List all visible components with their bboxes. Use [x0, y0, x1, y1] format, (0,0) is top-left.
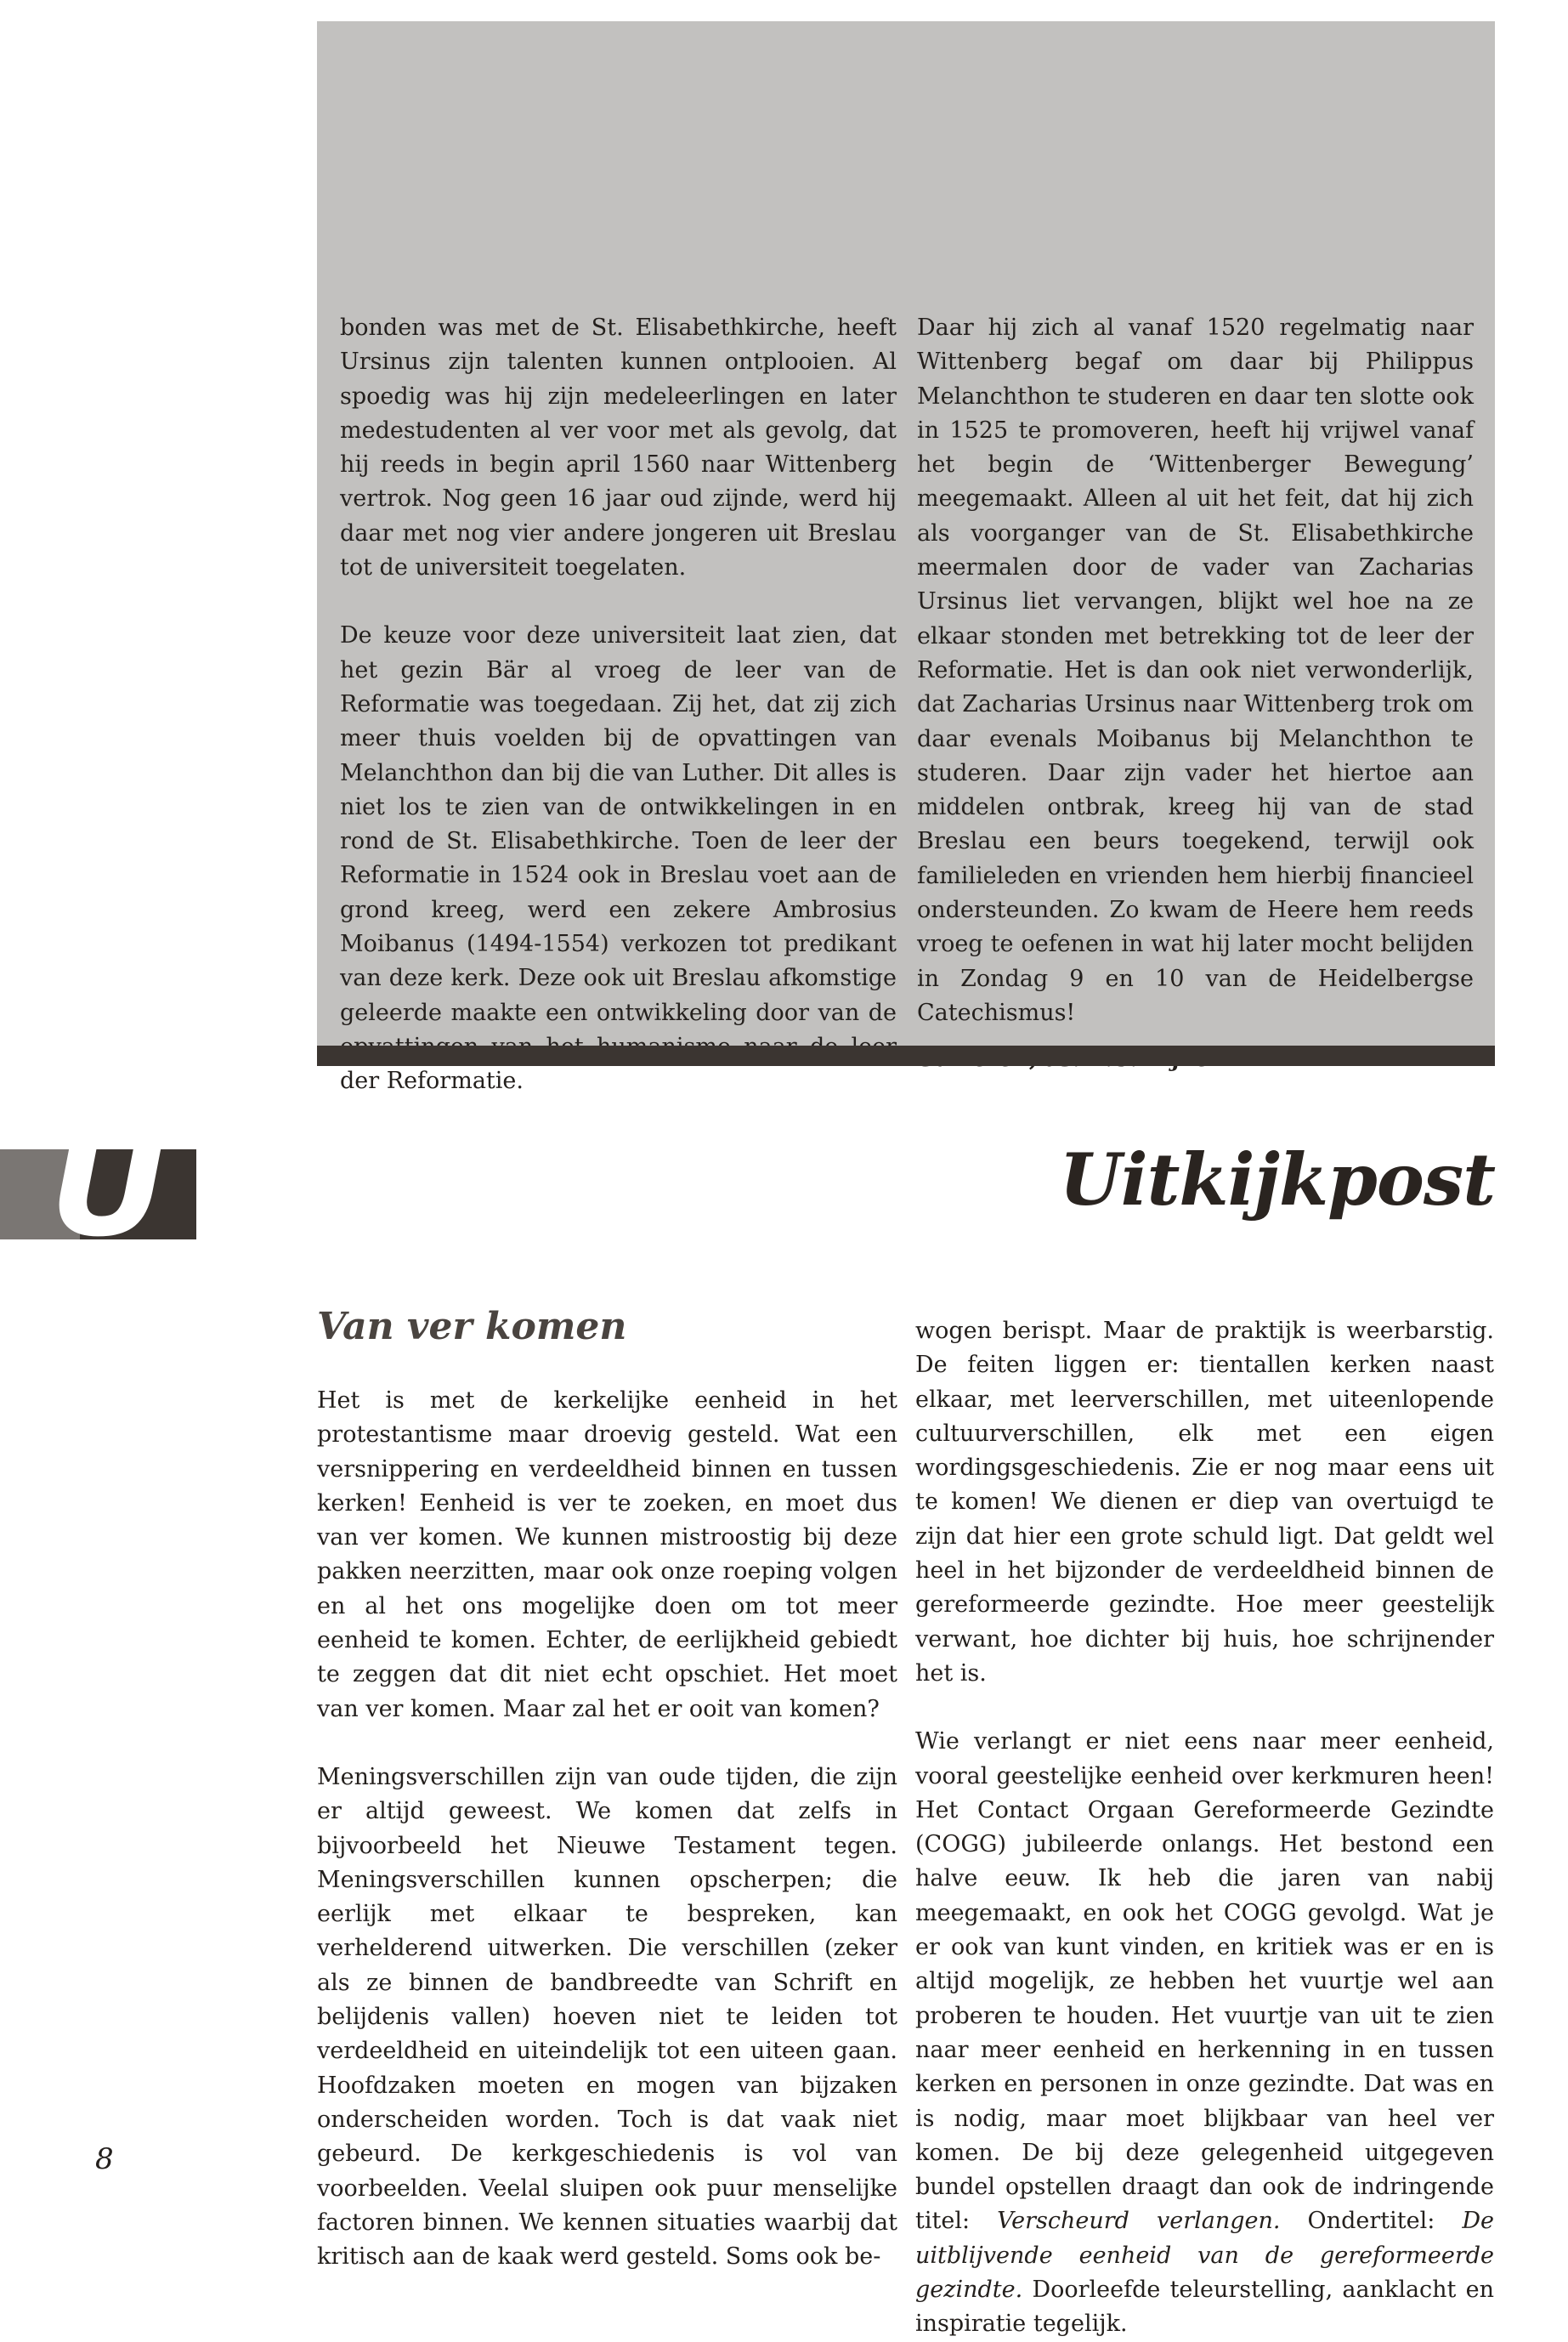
article-right-column: [915, 1314, 1494, 2342]
text-run: Doorleefde teleurstelling, aanklacht en inspiratie tegelijk.: [915, 2277, 1494, 2338]
book-title: Verscheurd verlangen.: [997, 2208, 1281, 2235]
section-title: Uitkijkpost: [1059, 1137, 1495, 1222]
paragraph: wogen berispt. Maar de praktijk is weerbarstig. De feiten liggen er: tientallen kerken naast elkaar, met leerverschillen, met uiteenlopende cultuurverschillen, elk met een eigen wordingsgeschiedenis. Zie er nog maar eens uit te komen! We dienen er diep van overtuigd te zijn dat hier een grote schuld ligt. Dat geldt wel heel in het bijzonder de verdeeldheid binnen de gereformeerde gezindte. Hoe meer geestelijk verwant, hoe dichter bij huis, hoe schrijnender het is.: [915, 1318, 1494, 1687]
paragraph: [915, 1725, 1494, 2341]
page-number: 8: [95, 2142, 114, 2176]
paragraph: Het is met de kerkelijke eenheid in het protestantisme maar droevig gesteld. Wat een versnippering en verdeeldheid binnen en tussen kerken! Eenheid is ver te zoeken, en moet dus van ver komen. We kunnen mistroostig bij deze pakken neerzitten, maar ook onze roeping volgen en al het ons mogelijke doen om tot meer eenheid te komen. Echter, de eerlijkheid gebiedt te zeggen dat dit niet echt opschiet. Het moet van ver komen. Maar zal het er ooit van komen?: [317, 1387, 897, 1722]
text-run: Ondertitel:: [1280, 2208, 1463, 2235]
article-left-column: [317, 1384, 897, 2274]
paragraph: Daar hij zich al vanaf 1520 regelmatig naar Wittenberg begaf om daar bij Philippus Melanchthon te studeren en daar ten slotte ook in 1525 te promoveren, heeft hij vrijwel vanaf het begin de ‘Wittenberger Bewegung’ meegemaakt. Alleen al uit het feit, dat hij zich als voorganger van de St. Elisabethkirche meermalen door de vader van Zacharias Ursinus liet vervangen, blijkt wel hoe na ze elkaar stonden met betrekking tot de leer der Reformatie. Het is dan ook niet verwonderlijk, dat Zacharias Ursinus naar Wittenberg trok om daar evenals Moibanus bij Melanchthon te studeren. Daar zijn vader het hiertoe aan middelen ontbrak, kreeg hij van de stad Breslau een beurs toegekend, terwijl ook familieleden en vrienden hem hierbij financieel ondersteunden. Zo kwam de Heere hem reeds vroeg te oefenen in wat hij later mocht belijden in Zondag 9 en 10 van de Heidelbergse Catechismus!: [917, 315, 1474, 1026]
paragraph: De keuze voor deze universiteit laat zien, dat het gezin Bär al vroeg de leer van de Reformatie was toegedaan. Zij het, dat zij zich meer thuis voelden bij de opvattingen van Melanchthon dan bij die van Luther. Dit alles is niet los te zien van de ontwikkelingen in en rond de St. Elisabethkirche. Toen de leer der Reformatie in 1524 ook in Breslau voet aan de grond kreeg, werd een zekere Ambrosius Moibanus (1494-1554) verkozen tot predikant van deze kerk. Deze ook uit Breslau afkomstige geleerde maakte een ontwikkeling door van de der Reformatie.: [340, 622, 897, 1095]
paragraph: Meningsverschillen zijn van oude tijden, die zijn er altijd geweest. We komen dat zelfs in bijvoorbeeld het Nieuwe Testament tegen. Meningsverschillen kunnen opscherpen; die eerlijk met elkaar te bespreken, kan verhelderend uitwerken. Die verschillen (zeker als ze binnen de bandbreedte van Schrift en belijdenis vallen) hoeven niet te leiden tot verdeeldheid en uiteindelijk tot een uiteen gaan. Hoofdzaken moeten en mogen van bijzaken onderscheiden worden. Toch is dat vaak niet gebeurd. De kerkgeschiedenis is vol van voorbeelden. Veelal sluipen ook puur menselijke factoren binnen. We kennen situaties waarbij dat kritisch aan de kaak werd gesteld. Soms ook be-: [317, 1763, 897, 2271]
article-heading: Van ver komen: [317, 1305, 627, 1348]
previous-article-right-column: [917, 311, 1474, 1077]
text-run: Wie verlangt er niet eens naar meer eenheid, vooral geestelijke eenheid over kerkmuren heen! Het Contact Orgaan Gereformeerde Gezindte (COGG) jubileerde onlangs. Het bestond een halve eeuw. Ik heb die jaren van nabij meegemaakt, en ook het COGG gevolgd. Wat je er ook van kunt vinden, en kritiek was er en is altijd mogelijk, ze hebben het vuurtje wel aan proberen te houden. Het vuurtje van uit te zien naar meer eenheid en herkenning in en tussen kerken en personen in onze gezindte. Dat was en is nodig, maar moet blijkbaar van heel ver komen. De bij deze gelegenheid uitgegeven bundel opstellen draagt dan ook de indringende titel:: [915, 1728, 1494, 2235]
paragraph: bonden was met de St. Elisabethkirche, heeft Ursinus zijn talenten kunnen ontplooien. Al spoedig was hij zijn medeleerlingen en later medestudenten al ver voor met als gevolg, dat hij reeds in begin april 1560 naar Wittenberg vertrok. Nog geen 16 jaar oud zijnde, werd hij daar met nog vier andere jongeren uit Breslau tot de universiteit toegelaten.: [340, 315, 897, 581]
book-subtitle: De uitblijvende eenheid van de gereformeerde gezindte.: [915, 2208, 1494, 2304]
section-divider-bar: [317, 1046, 1495, 1066]
section-logo-letter: U: [49, 1098, 165, 1269]
previous-article-left-column: [340, 311, 897, 1099]
